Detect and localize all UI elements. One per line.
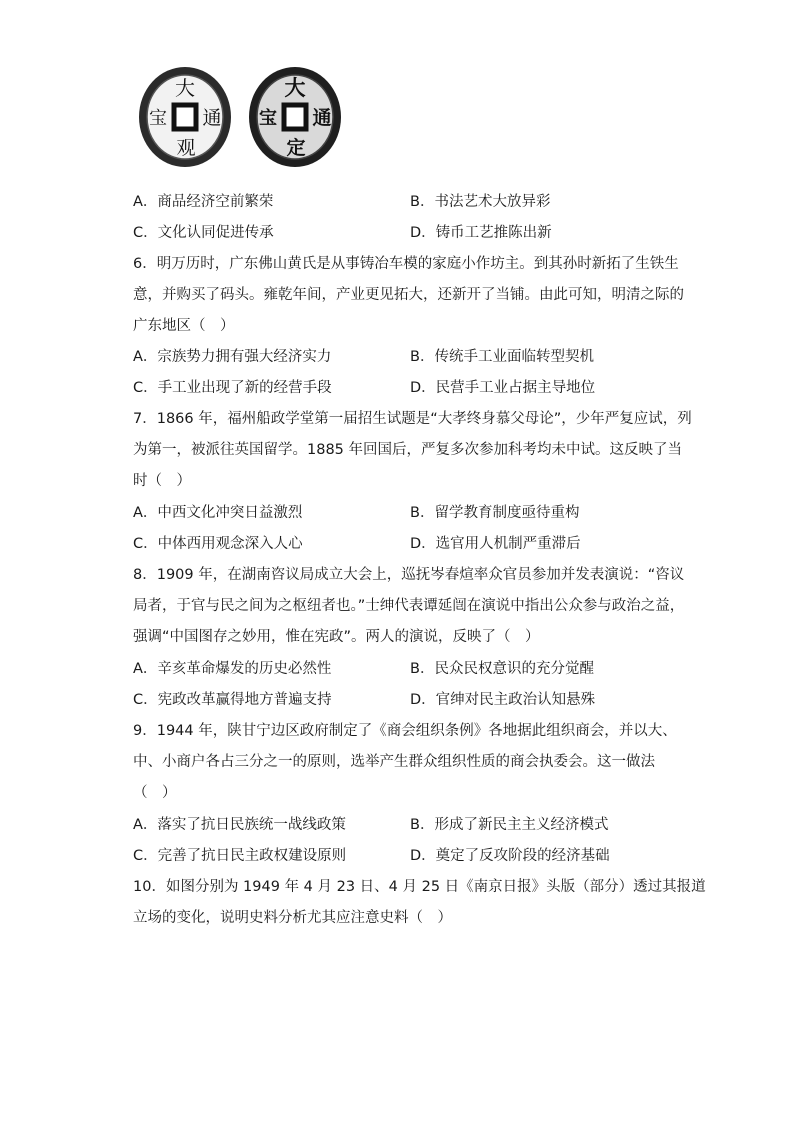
q10-stem-line-2: 立场的变化，说明史料分析尤其应注意史料（ ） (133, 910, 452, 926)
q9-option-a: A．落实了抗日民族统一战线政策 (133, 817, 346, 833)
coin-2-char-left: 宝 (259, 108, 277, 129)
q8-option-d: D．官绅对民主政治认知悬殊 (410, 692, 596, 708)
q7-stem-line-2: 为第一，被派往英国留学。1885 年回国后，严复多次参加科考均未中试。这反映了当 (133, 442, 683, 458)
q7-option-d: D．选官用人机制严重滞后 (410, 536, 581, 552)
q7-stem-line-3: 时（ ） (133, 473, 191, 489)
q9-stem-line-1: 9．1944 年，陕甘宁边区政府制定了《商会组织条例》各地据此组织商会，并以大、 (133, 723, 677, 739)
coin-1-char-top: 大 (175, 76, 195, 100)
q8-option-a: A．辛亥革命爆发的历史必然性 (133, 661, 332, 677)
coin-1-svg (136, 64, 234, 170)
q9-stem-line-2: 中、小商户各占三分之一的原则，选举产生群众组织性质的商会执委会。这一做法 (133, 754, 655, 770)
coin-images (136, 64, 376, 174)
q5-option-a: A．商品经济空前繁荣 (133, 194, 274, 210)
q6-stem-line-3: 广东地区（ ） (133, 318, 235, 334)
q10-stem-line-1: 10．如图分别为 1949 年 4 月 23 日、4 月 25 日《南京日报》头版（部分）透过其报道 (133, 879, 706, 895)
coin-2-char-right: 通 (312, 107, 332, 129)
coin-2-char-top: 大 (284, 75, 306, 100)
q6-option-c: C．手工业出现了新的经营手段 (133, 380, 332, 396)
q9-option-b: B．形成了新民主主义经济模式 (410, 817, 609, 833)
coin-image-dading (246, 64, 344, 170)
coin-1-char-left: 宝 (149, 108, 167, 129)
q7-option-a: A．中西文化冲突日益激烈 (133, 505, 303, 521)
q5-option-d: D．铸币工艺推陈出新 (410, 225, 552, 241)
q6-option-d: D．民营手工业占据主导地位 (410, 380, 596, 396)
coin-1-square-hole (174, 105, 196, 129)
q5-option-b: B．书法艺术大放异彩 (410, 194, 551, 210)
coin-2-square-hole (284, 105, 306, 129)
q8-stem-line-3: 强调“中国图存之妙用，惟在宪政”。两人的演说，反映了（ ） (133, 629, 540, 645)
coin-image-daguan (136, 64, 234, 170)
q7-option-b: B．留学教育制度亟待重构 (410, 505, 580, 521)
q8-option-c: C．宪政改革赢得地方普遍支持 (133, 692, 332, 708)
q9-option-c: C．完善了抗日民主政权建设原则 (133, 848, 347, 864)
q8-stem-line-2: 局者，于官与民之间为之枢纽者也。”士绅代表谭延闿在演说中指出公众参与政治之益， (133, 598, 685, 614)
q9-stem-line-3: （ ） (133, 785, 177, 801)
q8-stem-line-1: 8．1909 年，在湖南咨议局成立大会上，巡抚岑春煊率众官员参加并发表演说：“咨议 (133, 567, 685, 583)
coin-1-char-bottom: 观 (176, 137, 196, 159)
q6-option-b: B．传统手工业面临转型契机 (410, 349, 594, 365)
q6-stem-line-1: 6．明万历时，广东佛山黄氏是从事铸冶车模的家庭小作坊主。到其孙时新拓了生铁生 (133, 256, 679, 272)
q6-option-a: A．宗族势力拥有强大经济实力 (133, 349, 332, 365)
coin-2-svg (246, 64, 344, 170)
coin-2-char-bottom: 定 (286, 137, 306, 159)
q5-option-c: C．文化认同促进传承 (133, 225, 274, 241)
q9-option-d: D．奠定了反攻阶段的经济基础 (410, 848, 610, 864)
q7-stem-line-1: 7．1866 年，福州船政学堂第一届招生试题是“大孝终身慕父母论”，少年严复应试，列 (133, 411, 692, 427)
q8-option-b: B．民众民权意识的充分觉醒 (410, 661, 594, 677)
q6-stem-line-2: 意，并购买了码头。雍乾年间，产业更见拓大，还新开了当铺。由此可知，明清之际的 (133, 287, 684, 303)
q7-option-c: C．中体西用观念深入人心 (133, 536, 303, 552)
coin-1-char-right: 通 (202, 107, 222, 129)
